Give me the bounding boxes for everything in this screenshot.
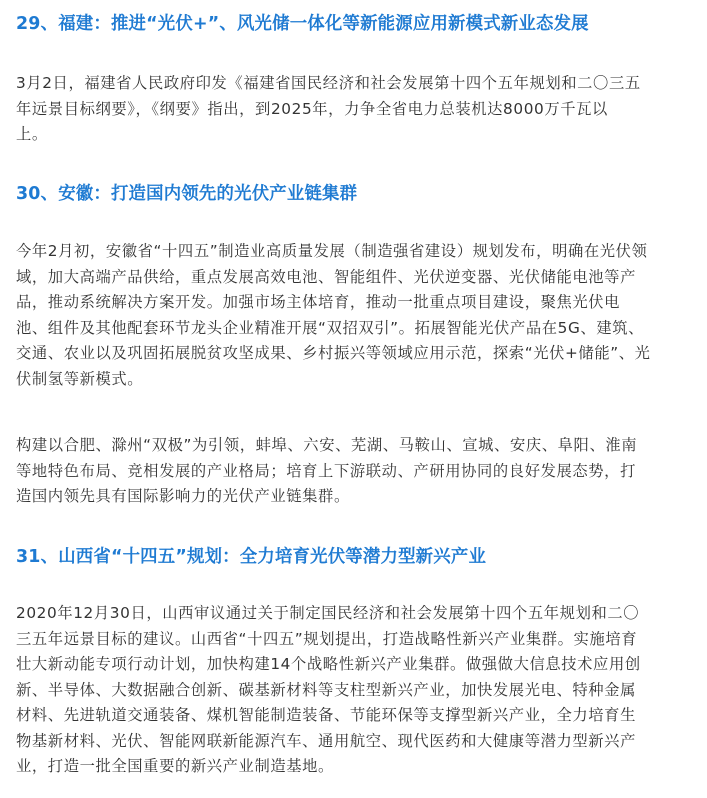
text-line: 品，推动系统解决方案开发。加强市场主体培育，推动一批重点项目建设，聚焦光伏电 bbox=[16, 293, 621, 311]
text-line: 池、组件及其他配套环节龙头企业精准开展“双招双引”。拓展智能光伏产品在5G、建筑、 bbox=[16, 318, 645, 337]
paragraph-fujian bbox=[16, 71, 699, 148]
text-line: 壮大新动能专项行动计划，加快构建14个战略性新兴产业集群。做强做大信息技术应用创 bbox=[16, 655, 641, 673]
text-line: 今年2月初，安徽省“十四五”制造业高质量发展（制造强省建设）规划发布，明确在光伏领 bbox=[16, 242, 648, 260]
text-line: 2020年12月30日，山西审议通过关于制定国民经济和社会发展第十四个五年规划和二〇 bbox=[16, 604, 640, 622]
text-line: 交通、农业以及巩固拓展脱贫攻坚成果、乡村振兴等领域应用示范，探索“光伏+储能”、光 bbox=[16, 344, 651, 362]
text-line: 新、半导体、大数据融合创新、碳基新材料等支柱型新兴产业，加快发展光电、特种金属 bbox=[16, 680, 636, 699]
paragraph-anhui-2 bbox=[16, 433, 699, 510]
text-line: 构建以合肥、滁州“双极”为引领，蚌埠、六安、芜湖、马鞍山、宣城、安庆、阜阳、淮南 bbox=[16, 436, 638, 454]
text-line: 等地特色布局、竞相发展的产业格局；培育上下游联动、产研用协同的良好发展态势，打 bbox=[16, 461, 636, 480]
section-heading-29: 29、福建：推进“光伏+”、风光储一体化等新能源应用新模式新业态发展 bbox=[16, 14, 589, 34]
section-heading-30: 30、安徽：打造国内领先的光伏产业链集群 bbox=[16, 184, 358, 204]
text-line: 3月2日，福建省人民政府印发《福建省国民经济和社会发展第十四个五年规划和二〇三五 bbox=[16, 74, 641, 92]
text-line: 域，加大高端产品供给，重点发展高效电池、智能组件、光伏逆变器、光伏储能电池等产 bbox=[16, 267, 636, 286]
text-line: 伏制氢等新模式。 bbox=[16, 369, 144, 388]
paragraph-anhui-1 bbox=[16, 239, 699, 392]
text-line: 造国内领先具有国际影响力的光伏产业链集群。 bbox=[16, 487, 350, 505]
text-line: 年远景目标纲要》，《纲要》指出，到2025年，力争全省电力总装机达8000万千瓦以 bbox=[16, 99, 608, 118]
text-line: 三五年远景目标的建议。山西省“十四五”规划提出，打造战略性新兴产业集群。实施培育 bbox=[16, 629, 638, 648]
text-line: 物基新材料、光伏、智能网联新能源汽车、通用航空、现代医药和大健康等潜力型新兴产 bbox=[16, 731, 636, 750]
text-line: 业，打造一批全国重要的新兴产业制造基地。 bbox=[16, 757, 334, 775]
text-line: 上。 bbox=[16, 125, 48, 143]
text-line: 材料、先进轨道交通装备、煤机智能制造装备、节能环保等支撑型新兴产业，全力培育生 bbox=[16, 706, 636, 724]
paragraph-shanxi bbox=[16, 601, 699, 780]
section-heading-31: 31、山西省“十四五”规划：全力培育光伏等潜力型新兴产业 bbox=[16, 547, 487, 567]
